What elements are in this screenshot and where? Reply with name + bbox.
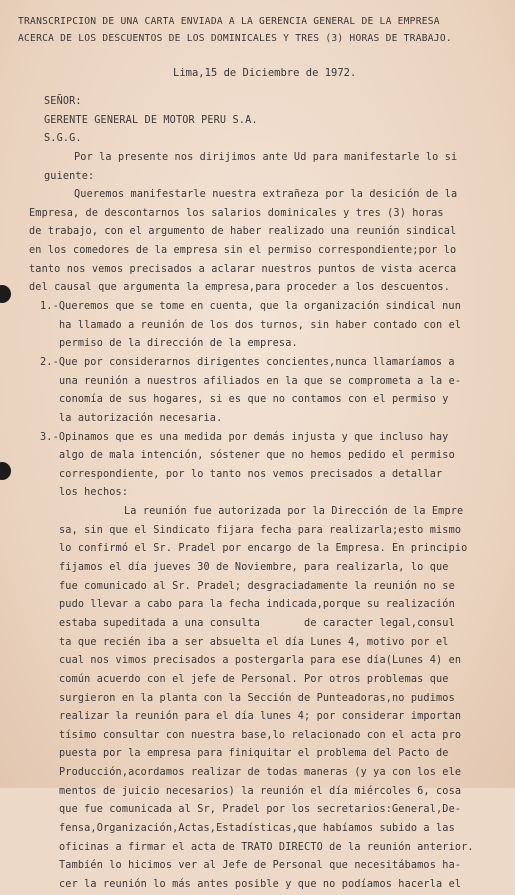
text-line: puesta por la empresa para finiquitar el problema del Pacto de bbox=[59, 748, 449, 760]
text-line: en los comedores de la empresa sin el permiso correspondiente;por lo bbox=[29, 245, 457, 257]
text-line: los hechos: bbox=[59, 487, 129, 499]
text-line: conomía de sus hogares, si es que no contamos con el permiso y bbox=[59, 394, 449, 406]
text-line: permiso de la dirección de la empresa. bbox=[59, 338, 298, 350]
numbered-point: 3.-Opinamos que es una medida por demás injusta y que incluso hay bbox=[40, 431, 449, 443]
numbered-point: 1.-Queremos que se tome en cuenta, que la organización sindical nun bbox=[40, 301, 461, 313]
text-line: Queremos manifestarle nuestra extrañeza por la desición de la bbox=[74, 189, 458, 201]
text-line: de trabajo, con el argumento de haber realizado una reunión sindical bbox=[29, 226, 457, 238]
text-line: pudo llevar a cabo para la fecha indicada,porque su realización bbox=[59, 599, 455, 611]
text-line: Empresa, de descontarnos los salarios dominicales y tres (3) horas bbox=[29, 207, 444, 219]
salutation: SEÑOR: bbox=[44, 96, 82, 107]
text-line: mentos de juicio necesarios) la reunión el día miércoles 6, cosa bbox=[59, 785, 462, 797]
text-line: También lo hicimos ver al Jefe de Personal que necesitábamos ha- bbox=[59, 860, 462, 872]
text-line: del causal que argumenta la empresa,para proceder a los descuentos. bbox=[29, 282, 450, 294]
numbered-point: 2.-Que por considerarnos dirigentes concientes,nunca llamaríamos a bbox=[40, 356, 455, 368]
text-line: Producción,acordamos realizar de todas maneras (y ya con los ele bbox=[59, 767, 462, 779]
date-line: Lima,15 de Diciembre de 1972. bbox=[173, 67, 357, 79]
text-line: tanto nos vemos precisados a aclarar nuestros puntos de vista acerca bbox=[29, 263, 457, 275]
text-line: fijamos el día jueves 30 de Noviembre, para realizarla, lo que bbox=[59, 562, 449, 574]
text-line: común acuerdo con el jefe de Personal. Por otros problemas que bbox=[59, 673, 449, 685]
heading-line: TRANSCRIPCION DE UNA CARTA ENVIADA A LA GERENCIA GENERAL DE LA EMPRESA bbox=[18, 16, 440, 27]
text-line: estaba supeditada a una consulta de caracter legal,consul bbox=[59, 617, 455, 629]
heading-line: ACERCA DE LOS DESCUENTOS DE LOS DOMINICALES Y TRES (3) HORAS DE TRABAJO. bbox=[18, 33, 452, 44]
text-line: cer la reunión lo más antes posible y que no podíamos hacerla el bbox=[59, 878, 462, 890]
text-line: ha llamado a reunión de los dos turnos, sin haber contado con el bbox=[59, 319, 462, 331]
text-line: guiente: bbox=[44, 170, 95, 182]
text-line: La reunión fue autorizada por la Dirección de la Empre bbox=[124, 506, 464, 518]
text-line: lo confirmó el Sr. Pradel por encargo de la Empresa. En principio bbox=[59, 543, 468, 555]
text-line: Por la presente nos dirijimos ante Ud para manifestarle lo si bbox=[74, 151, 458, 163]
text-line: ta que recién iba a ser absuelta el día Lunes 4, motivo por el bbox=[59, 636, 449, 648]
text-line: sa, sin que el Sindicato fijara fecha para realizarla;esto mismo bbox=[59, 524, 462, 536]
document-heading bbox=[18, 13, 508, 47]
text-line: la autorización necesaria. bbox=[59, 412, 223, 424]
addressee-line: GERENTE GENERAL DE MOTOR PERU S.A. bbox=[44, 114, 258, 126]
text-line: surgieron en la planta con la Sección de Punteadoras,no pudimos bbox=[59, 692, 455, 704]
addressee-line: S.G.G. bbox=[44, 133, 82, 145]
text-line: oficinas a firmar el acta de TRATO DIRECTO de la reunión anterior. bbox=[59, 841, 474, 853]
text-line: cual nos vimos precisados a postergarla para ese día(Lunes 4) en bbox=[59, 655, 462, 667]
text-line: fensa,Organización,Actas,Estadísticas,que habíamos subido a las bbox=[59, 822, 455, 834]
text-line: correspondiente, por lo tanto nos vemos precisados a detallar bbox=[59, 468, 443, 480]
text-line: tísimo consultar con nuestra base,lo relacionado con el acta pro bbox=[59, 729, 462, 741]
text-line: algo de mala intención, sóstener que no hemos pedido el permiso bbox=[59, 450, 455, 462]
text-line: fue comunicado al Sr. Pradel; desgraciadamente la reunión no se bbox=[59, 580, 455, 592]
text-line: una reunión a nuestros afiliados en la que se comprometa a la e- bbox=[59, 375, 462, 387]
text-line: realizar la reunión para el día lunes 4; por considerar importan bbox=[59, 711, 462, 723]
text-line: que fue comunicada al Sr, Pradel por los secretarios:General,De- bbox=[59, 804, 462, 816]
letter-body bbox=[0, 93, 515, 895]
